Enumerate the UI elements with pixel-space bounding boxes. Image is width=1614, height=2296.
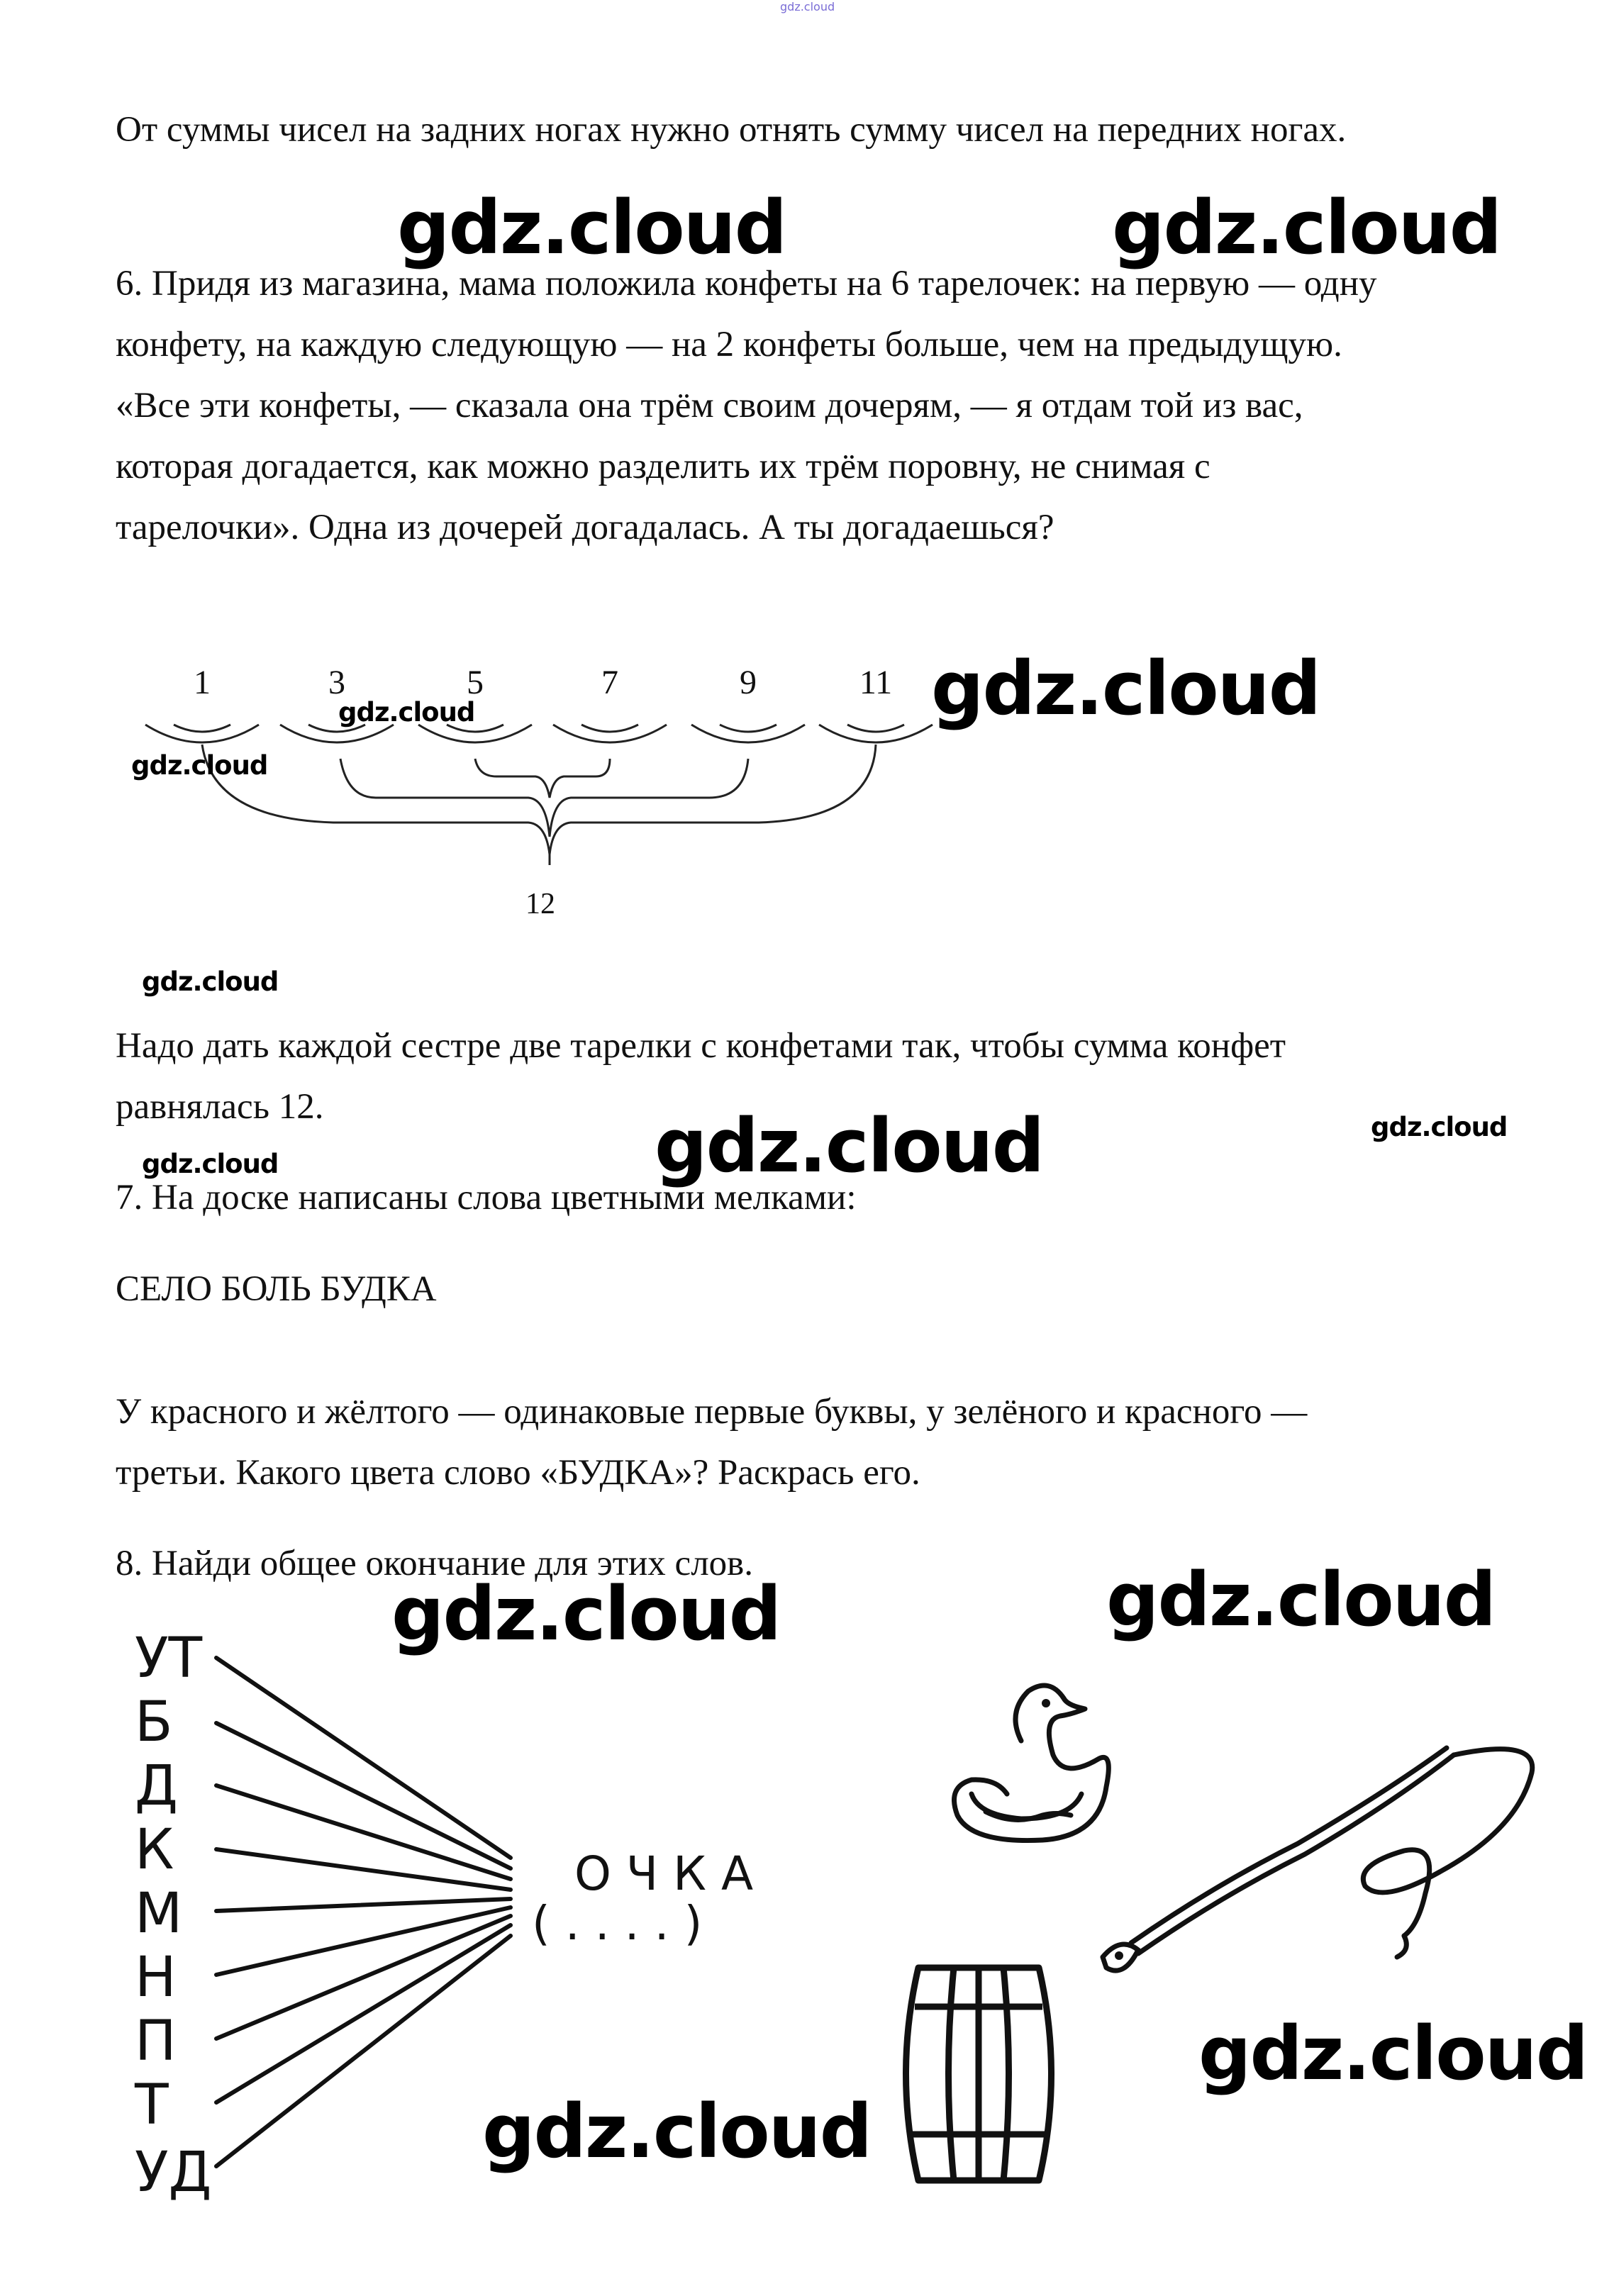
- brace-inner: [475, 759, 610, 798]
- brace-middle: [340, 759, 748, 837]
- task-8-text: 8. Найди общее окончание для этих слов.: [116, 1544, 753, 1583]
- task-6-text: 6. Придя из магазина, мама положила конфеты на 6 тарелочек: на первую — одну конфету, на каждую следующую — на 2 конфеты больше, чем на предыдущую. «Все эти конфеты, — сказала она трём своим дочерям, — я отдам той из вас, которая догадается, как можно разделить их трём поровну, не снимая с тарелочки». Одна из дочерей догадалась. А ты догадаешься?: [116, 264, 1377, 547]
- task-7-text: 7. На доске написаны слова цветными мелками:: [116, 1178, 857, 1217]
- plate-1: [145, 725, 259, 742]
- watermark: gdz.cloud: [482, 2088, 872, 2175]
- prefix-8: Т: [135, 2073, 169, 2137]
- plate-5: [691, 725, 805, 742]
- plate-number-1: 1: [194, 664, 211, 701]
- plate-labels: [194, 664, 892, 701]
- plate-number-5: 9: [740, 664, 757, 701]
- watermark: gdz.cloud: [1106, 1556, 1496, 1643]
- prefix-3: Д: [135, 1754, 178, 1818]
- brace-outer: [202, 745, 876, 854]
- watermark: gdz.cloud: [1112, 184, 1501, 271]
- task-7-question: У красного и жёлтого — одинаковые первые буквы, у зелёного и красного — третьи. Какого цвета слово «БУДКА»? Раскрась его.: [116, 1392, 1308, 1493]
- pairing-braces: [202, 745, 876, 865]
- watermark: gdz.cloud: [391, 1571, 781, 1657]
- plate-number-6: 11: [859, 664, 893, 701]
- task-7-words: СЕЛО БОЛЬ БУДКА: [116, 1269, 437, 1309]
- plate-number-2: 3: [328, 664, 345, 701]
- watermark: gdz.cloud: [655, 1103, 1044, 1189]
- task-6-answer: Надо дать каждой сестре две тарелки с конфетами так, чтобы сумма конфет равнялась 12.: [116, 1026, 1286, 1127]
- ending-letters: О Ч К А: [574, 1846, 754, 1901]
- prefix-7: П: [135, 2010, 177, 2073]
- prefix-letters: [134, 1627, 211, 2205]
- plate-6: [819, 725, 933, 742]
- prefix-4: К: [135, 1818, 174, 1882]
- watermark: gdz.cloud: [1371, 1112, 1508, 1142]
- header-mark: gdz.cloud: [780, 0, 835, 13]
- ending-dots: ( . . . . ): [532, 1896, 703, 1951]
- paragraph-feet: От суммы чисел на задних ногах нужно отнять сумму чисел на передних ногах.: [116, 110, 1347, 150]
- prefix-2: Б: [135, 1690, 173, 1754]
- watermark: gdz.cloud: [142, 1149, 279, 1179]
- plates: [145, 725, 933, 742]
- watermark: gdz.cloud: [397, 184, 786, 271]
- sum-label: 12: [525, 888, 555, 920]
- barrel-picture: [886, 1943, 1078, 2205]
- watermark: gdz.cloud: [142, 966, 279, 997]
- plate-number-4: 7: [601, 664, 618, 701]
- plates-diagram: [135, 652, 950, 936]
- watermark: gdz.cloud: [131, 750, 268, 781]
- prefix-6: Н: [135, 1946, 177, 2010]
- whip-picture: [1071, 1723, 1567, 2042]
- plate-number-3: 5: [467, 664, 484, 701]
- prefix-9: УД: [135, 2141, 212, 2205]
- plate-4: [553, 725, 667, 742]
- connector-lines: [216, 1658, 511, 2166]
- watermark: gdz.cloud: [338, 697, 475, 728]
- watermark: gdz.cloud: [931, 645, 1320, 732]
- prefix-1: УТ: [135, 1627, 203, 1690]
- prefix-5: М: [135, 1882, 183, 1946]
- watermark: gdz.cloud: [1198, 2010, 1588, 2097]
